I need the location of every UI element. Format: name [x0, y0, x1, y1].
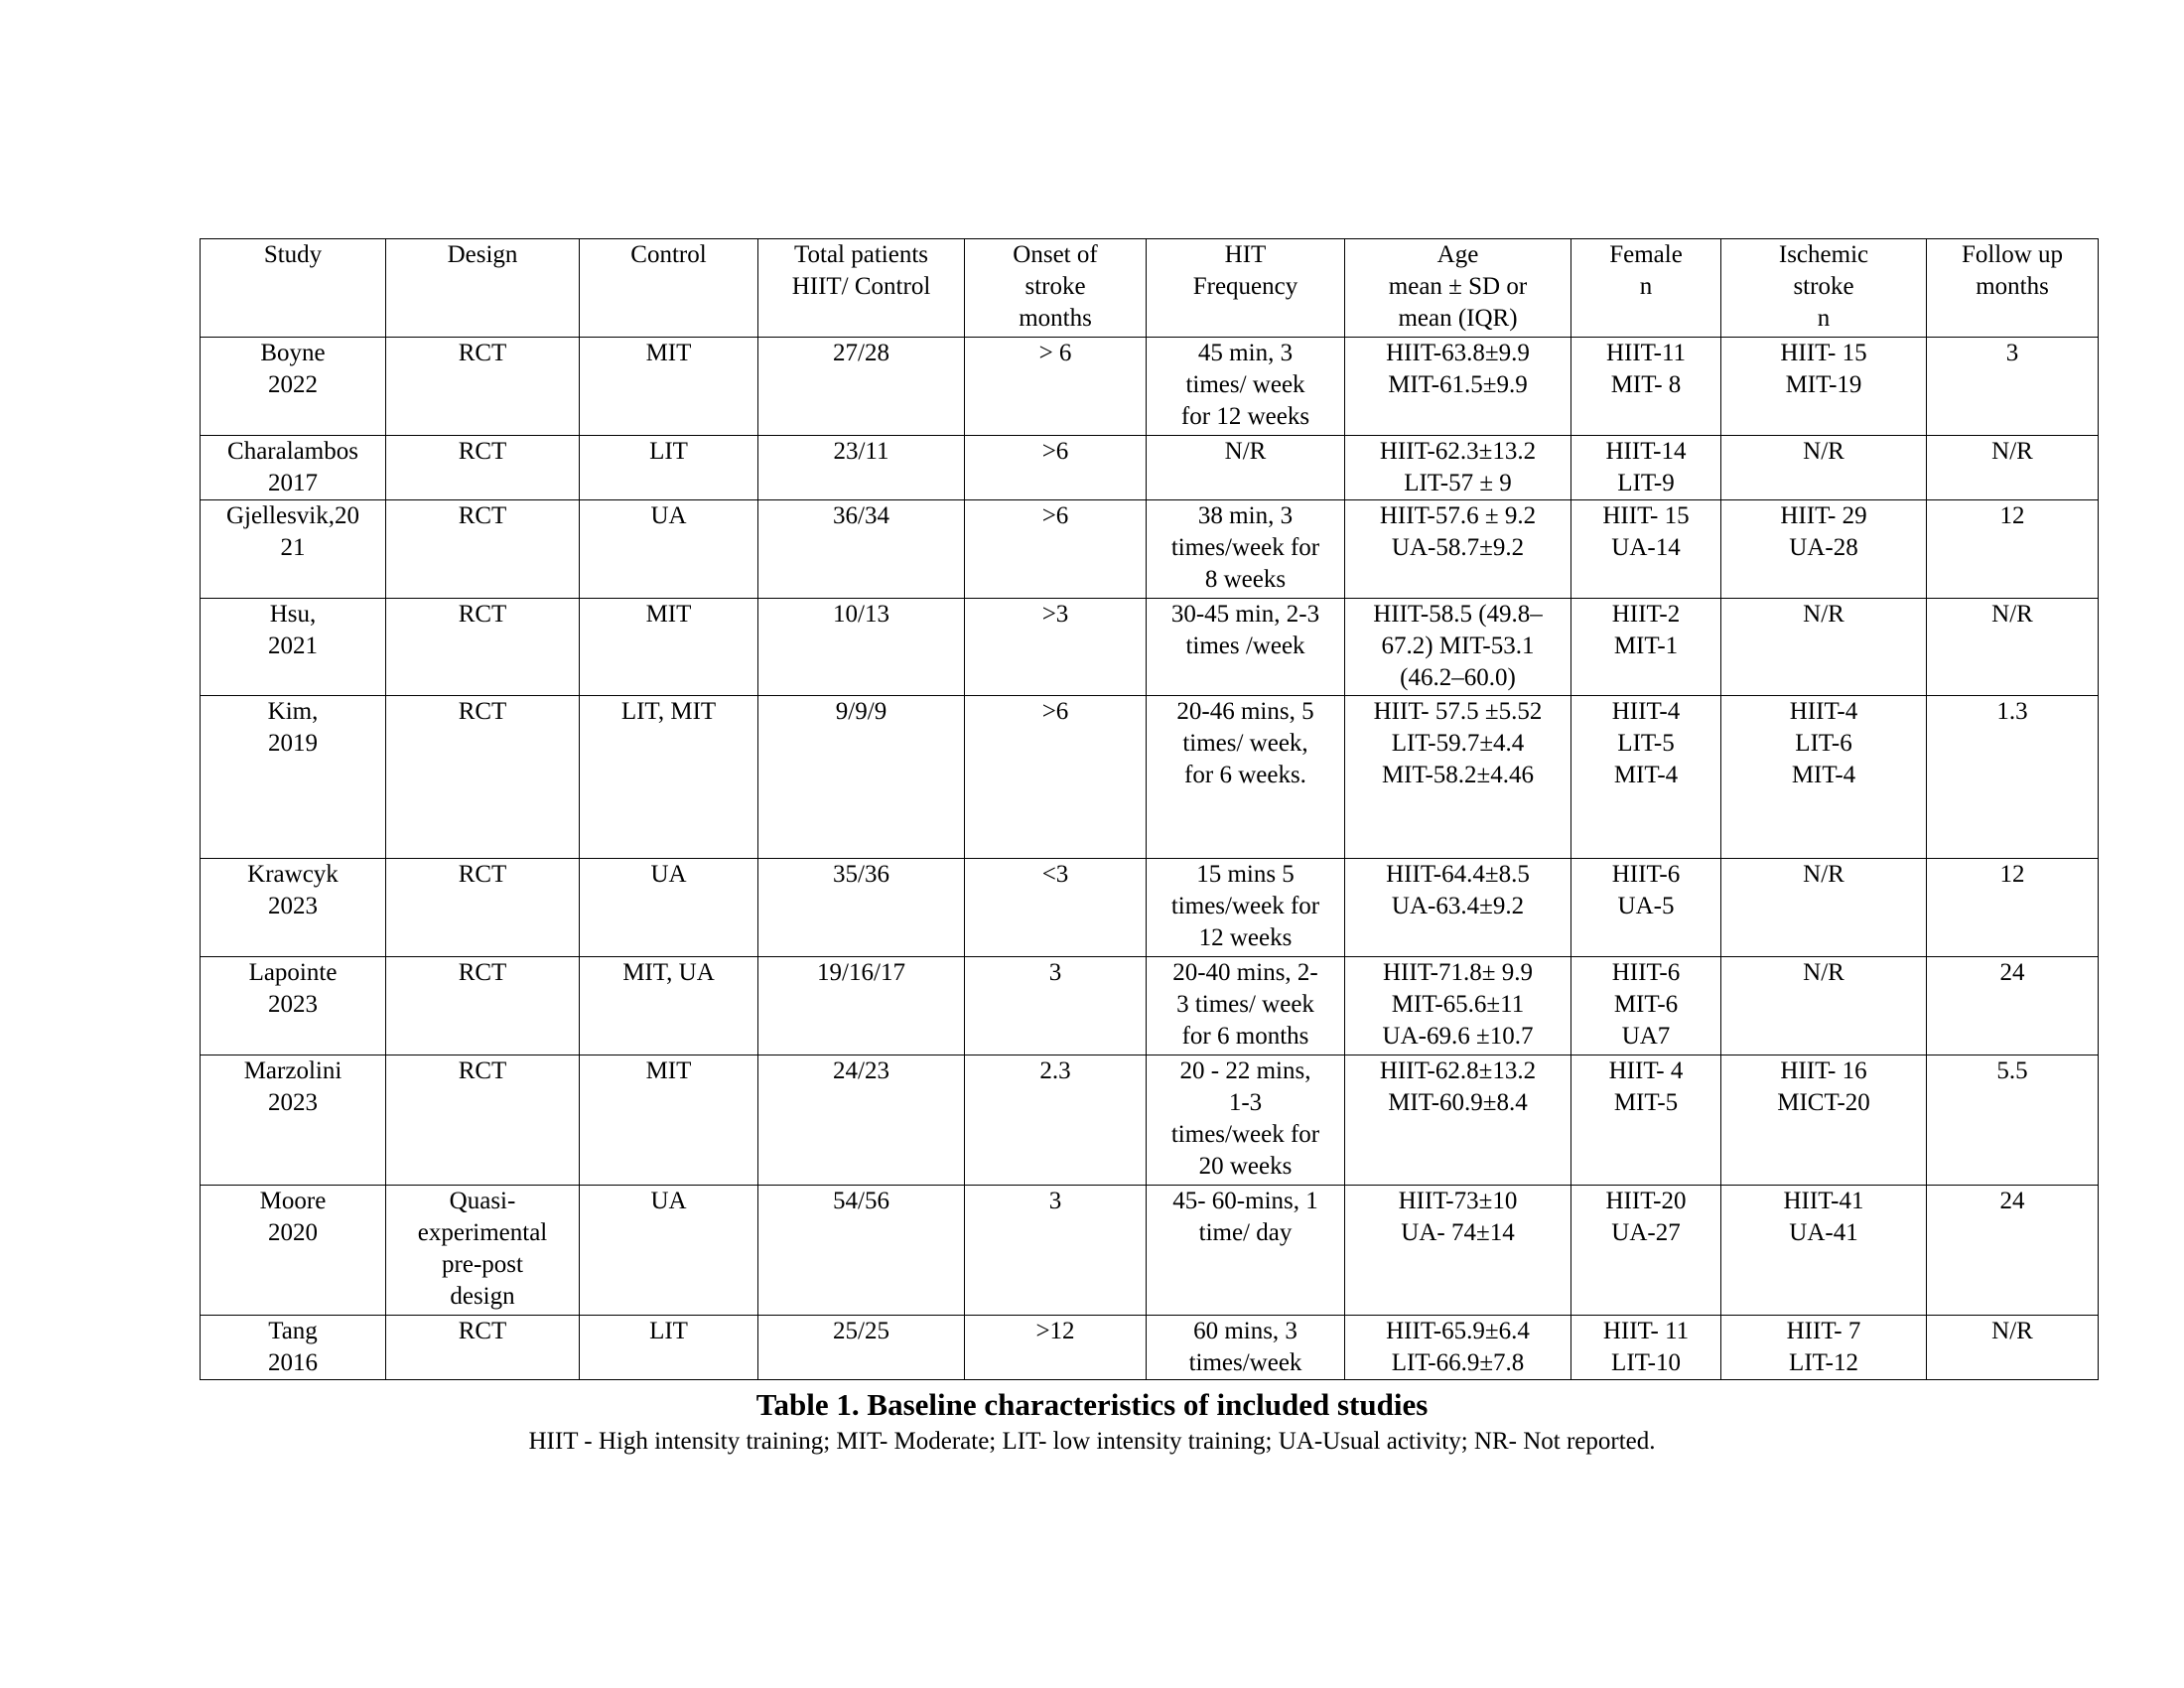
cell-female: HIIT-4 LIT-5 MIT-4: [1571, 696, 1721, 859]
cell-onset: > 6: [965, 338, 1147, 436]
cell-ischemic: HIIT- 15 MIT-19: [1721, 338, 1927, 436]
cell-control: MIT: [580, 1055, 758, 1186]
cell-frequency: 20 - 22 mins, 1-3 times/week for 20 weeks: [1147, 1055, 1345, 1186]
cell-frequency: 45 min, 3 times/ week for 12 weeks: [1147, 338, 1345, 436]
cell-study: Lapointe 2023: [201, 957, 386, 1055]
cell-female: HIIT-11 MIT- 8: [1571, 338, 1721, 436]
cell-frequency: 30-45 min, 2-3 times /week: [1147, 599, 1345, 696]
cell-female: HIIT-6 MIT-6 UA7: [1571, 957, 1721, 1055]
table-header-row: [201, 239, 2099, 338]
header-design: Design: [386, 239, 580, 338]
cell-onset: >6: [965, 500, 1147, 599]
cell-study: Charalambos 2017: [201, 436, 386, 500]
cell-design: RCT: [386, 696, 580, 859]
cell-onset: 3: [965, 957, 1147, 1055]
baseline-characteristics-table: [200, 238, 2099, 1380]
cell-study: Hsu, 2021: [201, 599, 386, 696]
cell-ischemic: N/R: [1721, 859, 1927, 957]
cell-design: RCT: [386, 500, 580, 599]
header-total-patients: Total patients HIIT/ Control: [758, 239, 965, 338]
cell-control: UA: [580, 500, 758, 599]
table-row: [201, 338, 2099, 436]
cell-female: HIIT-6 UA-5: [1571, 859, 1721, 957]
cell-ischemic: HIIT-41 UA-41: [1721, 1186, 1927, 1316]
cell-ischemic: HIIT- 16 MICT-20: [1721, 1055, 1927, 1186]
table-row: [201, 1186, 2099, 1316]
cell-frequency: 38 min, 3 times/week for 8 weeks: [1147, 500, 1345, 599]
cell-age: HIIT-63.8±9.9 MIT-61.5±9.9: [1345, 338, 1571, 436]
cell-frequency: 60 mins, 3 times/week: [1147, 1316, 1345, 1380]
cell-study: Moore 2020: [201, 1186, 386, 1316]
cell-onset: <3: [965, 859, 1147, 957]
table-row: [201, 957, 2099, 1055]
cell-study: Tang 2016: [201, 1316, 386, 1380]
cell-follow-up: N/R: [1927, 599, 2099, 696]
cell-onset: >12: [965, 1316, 1147, 1380]
cell-age: HIIT-64.4±8.5 UA-63.4±9.2: [1345, 859, 1571, 957]
cell-control: MIT: [580, 599, 758, 696]
cell-design: RCT: [386, 957, 580, 1055]
cell-frequency: 45- 60-mins, 1 time/ day: [1147, 1186, 1345, 1316]
cell-total-patients: 35/36: [758, 859, 965, 957]
cell-follow-up: N/R: [1927, 1316, 2099, 1380]
cell-age: HIIT- 57.5 ±5.52 LIT-59.7±4.4 MIT-58.2±4.46: [1345, 696, 1571, 859]
cell-design: RCT: [386, 599, 580, 696]
cell-age: HIIT-65.9±6.4 LIT-66.9±7.8: [1345, 1316, 1571, 1380]
cell-control: LIT: [580, 436, 758, 500]
table-row: [201, 436, 2099, 500]
cell-total-patients: 25/25: [758, 1316, 965, 1380]
header-frequency: HIT Frequency: [1147, 239, 1345, 338]
cell-control: MIT, UA: [580, 957, 758, 1055]
cell-follow-up: 3: [1927, 338, 2099, 436]
table-row: [201, 859, 2099, 957]
cell-age: HIIT-62.8±13.2 MIT-60.9±8.4: [1345, 1055, 1571, 1186]
cell-frequency: 20-46 mins, 5 times/ week, for 6 weeks.: [1147, 696, 1345, 859]
cell-design: RCT: [386, 1055, 580, 1186]
cell-study: Gjellesvik,20 21: [201, 500, 386, 599]
cell-follow-up: 12: [1927, 500, 2099, 599]
header-study: Study: [201, 239, 386, 338]
cell-follow-up: N/R: [1927, 436, 2099, 500]
cell-female: HIIT- 11 LIT-10: [1571, 1316, 1721, 1380]
cell-design: Quasi- experimental pre-post design: [386, 1186, 580, 1316]
cell-design: RCT: [386, 436, 580, 500]
cell-control: UA: [580, 859, 758, 957]
cell-total-patients: 24/23: [758, 1055, 965, 1186]
header-ischemic: Ischemic stroke n: [1721, 239, 1927, 338]
cell-female: HIIT- 4 MIT-5: [1571, 1055, 1721, 1186]
cell-ischemic: HIIT- 29 UA-28: [1721, 500, 1927, 599]
cell-total-patients: 54/56: [758, 1186, 965, 1316]
cell-control: LIT, MIT: [580, 696, 758, 859]
cell-total-patients: 19/16/17: [758, 957, 965, 1055]
cell-age: HIIT-58.5 (49.8– 67.2) MIT-53.1 (46.2–60.0): [1345, 599, 1571, 696]
cell-frequency: 20-40 mins, 2- 3 times/ week for 6 months: [1147, 957, 1345, 1055]
cell-total-patients: 9/9/9: [758, 696, 965, 859]
cell-follow-up: 24: [1927, 957, 2099, 1055]
cell-follow-up: 24: [1927, 1186, 2099, 1316]
cell-study: Boyne 2022: [201, 338, 386, 436]
cell-female: HIIT-2 MIT-1: [1571, 599, 1721, 696]
cell-ischemic: N/R: [1721, 436, 1927, 500]
cell-ischemic: N/R: [1721, 599, 1927, 696]
abbreviations-note: HIIT - High intensity training; MIT- Moderate; LIT- low intensity training; UA-Usual activity; NR- Not reported.: [528, 1428, 1656, 1455]
cell-ischemic: HIIT-4 LIT-6 MIT-4: [1721, 696, 1927, 859]
cell-onset: >3: [965, 599, 1147, 696]
cell-age: HIIT-71.8± 9.9 MIT-65.6±11 UA-69.6 ±10.7: [1345, 957, 1571, 1055]
cell-follow-up: 12: [1927, 859, 2099, 957]
cell-control: MIT: [580, 338, 758, 436]
table-caption: Table 1. Baseline characteristics of included studies: [755, 1387, 1429, 1422]
table-row: [201, 1316, 2099, 1380]
cell-study: Kim, 2019: [201, 696, 386, 859]
cell-follow-up: 1.3: [1927, 696, 2099, 859]
cell-design: RCT: [386, 338, 580, 436]
header-age: Age mean ± SD or mean (IQR): [1345, 239, 1571, 338]
cell-female: HIIT-14 LIT-9: [1571, 436, 1721, 500]
cell-control: LIT: [580, 1316, 758, 1380]
cell-total-patients: 23/11: [758, 436, 965, 500]
header-onset: Onset of stroke months: [965, 239, 1147, 338]
cell-frequency: N/R: [1147, 436, 1345, 500]
cell-onset: 3: [965, 1186, 1147, 1316]
cell-onset: >6: [965, 436, 1147, 500]
cell-design: RCT: [386, 859, 580, 957]
cell-onset: >6: [965, 696, 1147, 859]
header-female: Female n: [1571, 239, 1721, 338]
cell-follow-up: 5.5: [1927, 1055, 2099, 1186]
cell-age: HIIT-73±10 UA- 74±14: [1345, 1186, 1571, 1316]
cell-ischemic: N/R: [1721, 957, 1927, 1055]
table-row: [201, 500, 2099, 599]
table-row: [201, 599, 2099, 696]
cell-age: HIIT-57.6 ± 9.2 UA-58.7±9.2: [1345, 500, 1571, 599]
cell-control: UA: [580, 1186, 758, 1316]
header-control: Control: [580, 239, 758, 338]
cell-ischemic: HIIT- 7 LIT-12: [1721, 1316, 1927, 1380]
cell-total-patients: 36/34: [758, 500, 965, 599]
cell-age: HIIT-62.3±13.2 LIT-57 ± 9: [1345, 436, 1571, 500]
table-row: [201, 696, 2099, 859]
cell-study: Krawcyk 2023: [201, 859, 386, 957]
table-row: [201, 1055, 2099, 1186]
cell-study: Marzolini 2023: [201, 1055, 386, 1186]
header-follow-up: Follow up months: [1927, 239, 2099, 338]
cell-design: RCT: [386, 1316, 580, 1380]
cell-total-patients: 27/28: [758, 338, 965, 436]
cell-frequency: 15 mins 5 times/week for 12 weeks: [1147, 859, 1345, 957]
cell-total-patients: 10/13: [758, 599, 965, 696]
cell-onset: 2.3: [965, 1055, 1147, 1186]
cell-female: HIIT-20 UA-27: [1571, 1186, 1721, 1316]
cell-female: HIIT- 15 UA-14: [1571, 500, 1721, 599]
